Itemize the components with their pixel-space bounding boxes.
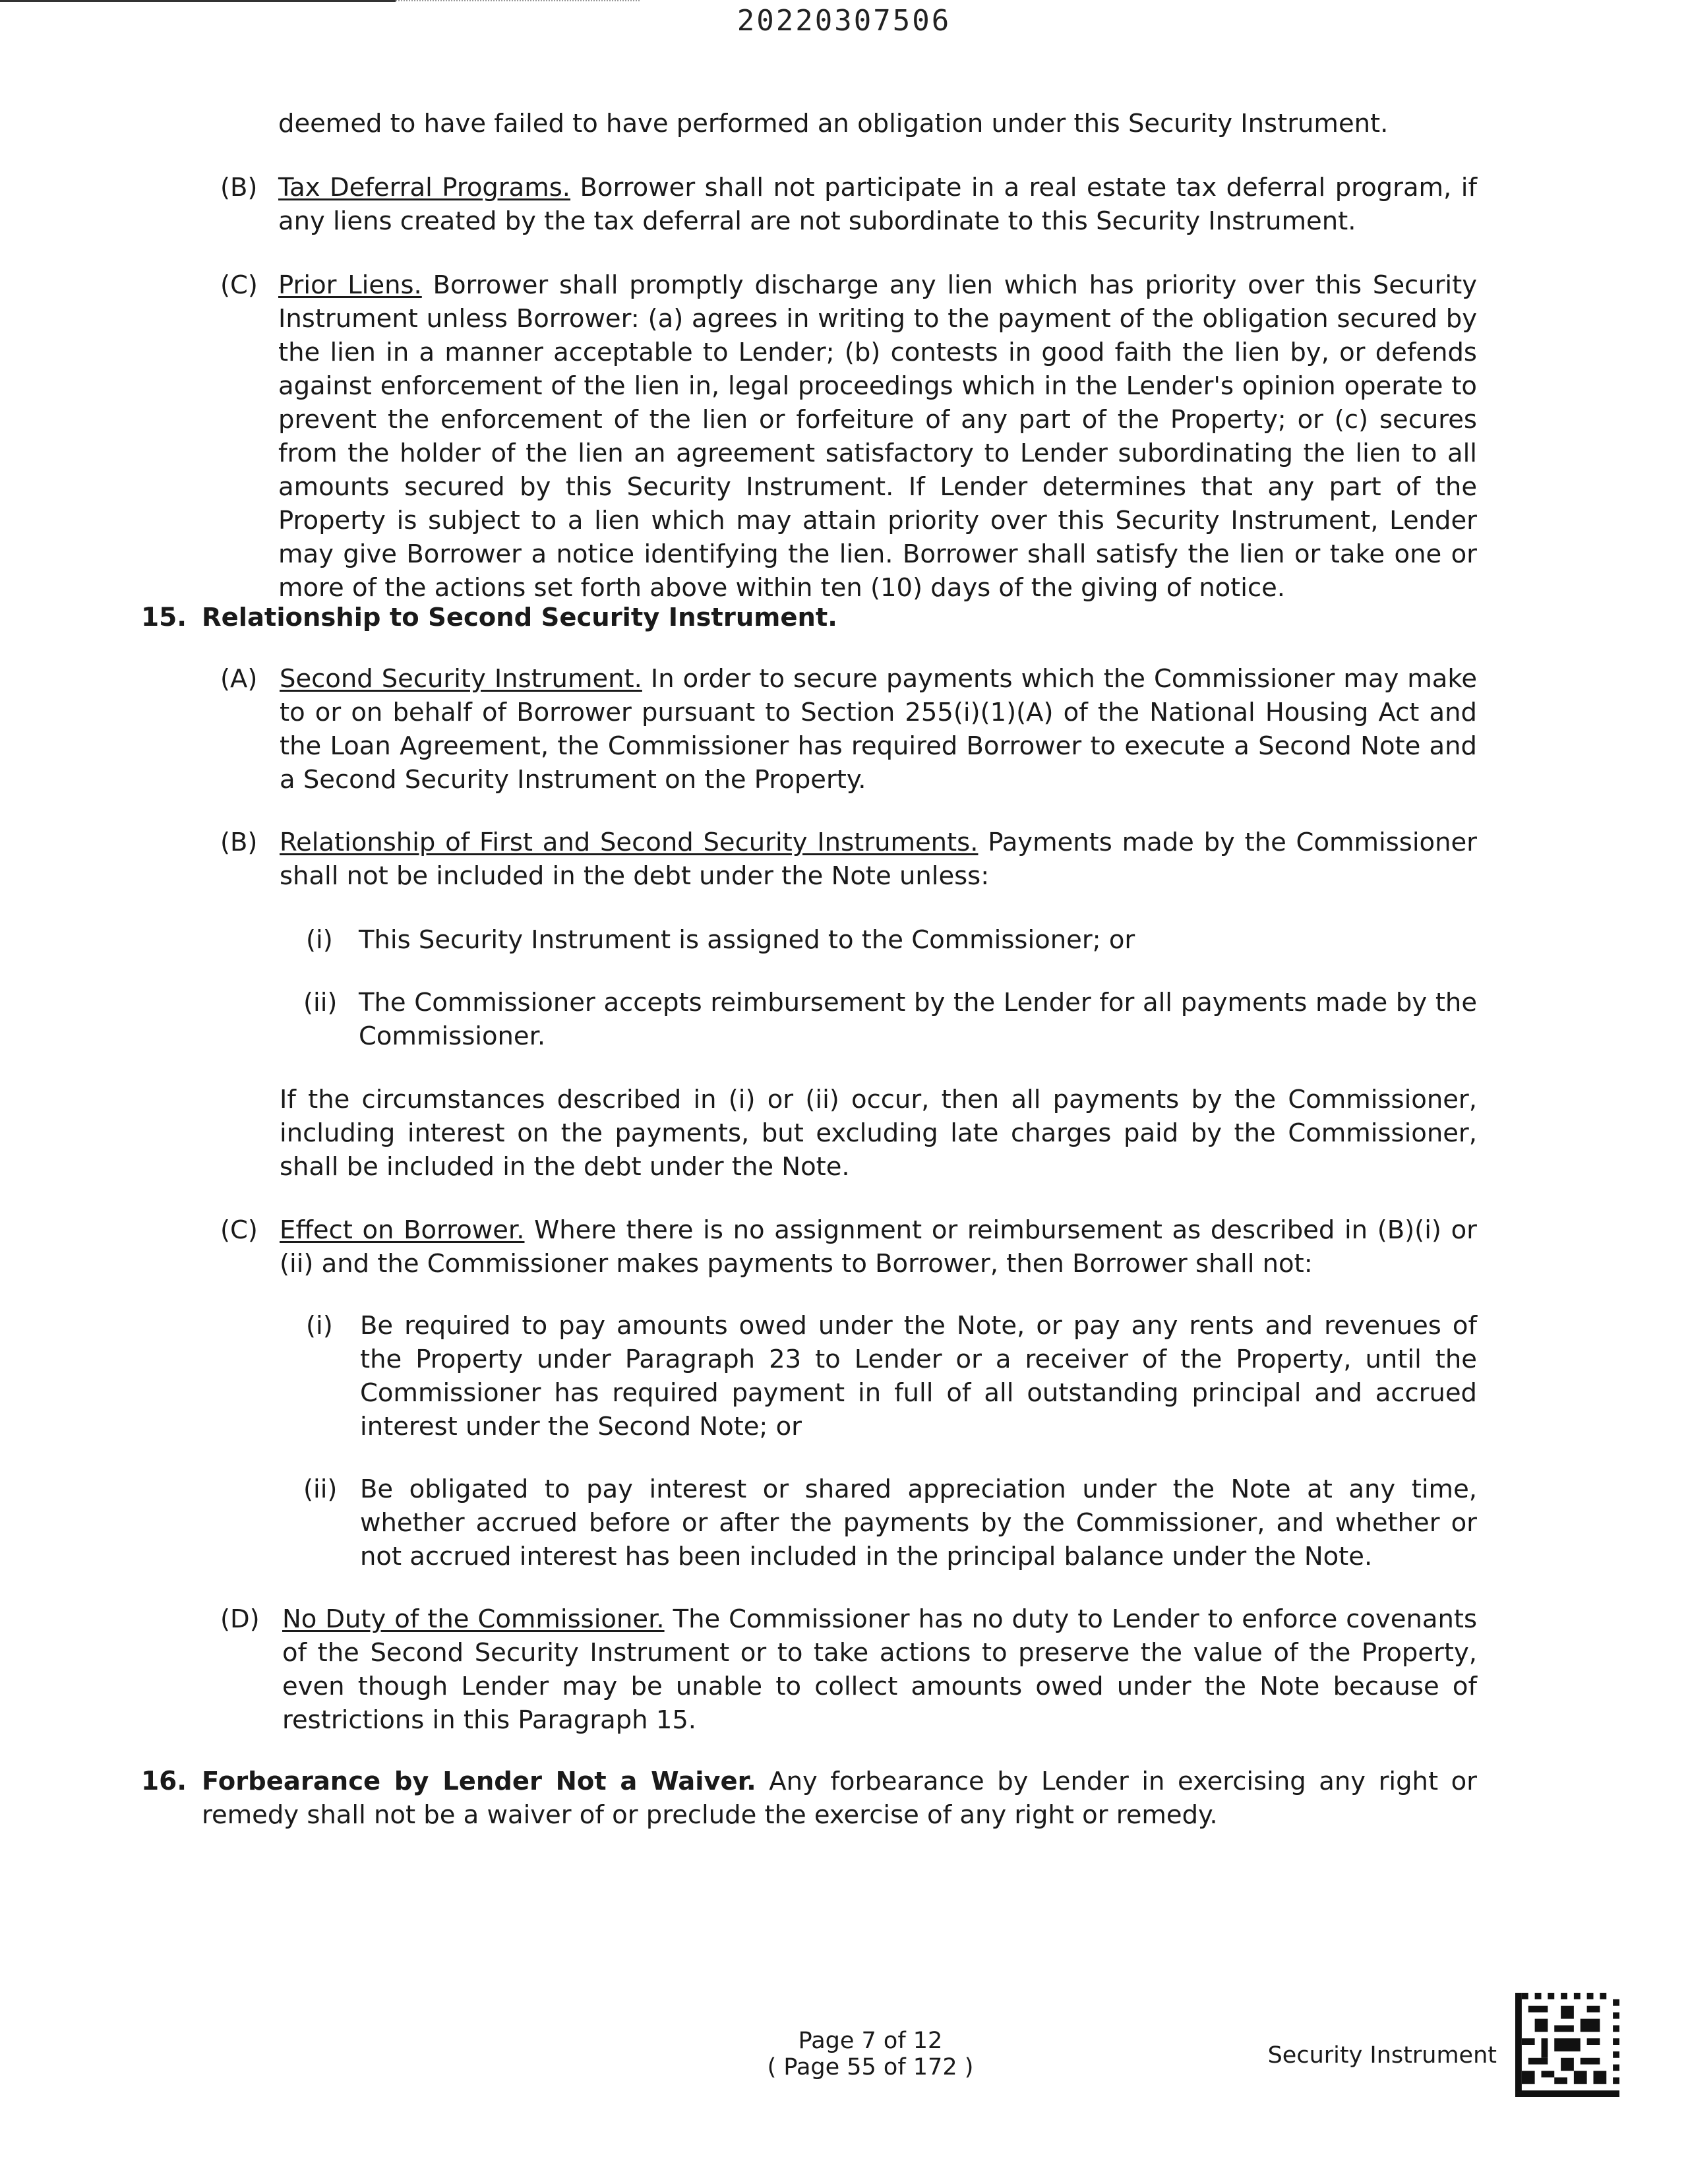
item-label: (B) (220, 173, 258, 202)
forbearance-paragraph (202, 1765, 1477, 1832)
second-security-title: Second Security Instrument. (280, 664, 642, 694)
prior-liens-body: Borrower shall promptly discharge any lien which has priority over this Security Instrument unless Borrower: (a) agrees in writing to the payment of the obligation secured by the lien in a manner acceptable to Lender; (b) contests in good faith the lien by, or defends against enforcement of the lien in, legal proceedings which in the Lender's opinion operate to prevent the enforcement of the lien or forfeiture of any part of the Property; or (c) secures from the holder of the lien an agreement satisfactory to Lender subordinating the lien to all amounts secured by this Security Instrument. If Lender determines that any part of the Property is subject to a lien which may attain priority over this Security Instrument, Lender may give Borrower a notice identifying the lien. Borrower shall satisfy the lien or take one or more of the actions set forth above within ten (10) days of the giving of notice. (278, 270, 1477, 603)
item-label: (D) (220, 1604, 260, 1634)
sub-label: (ii) (303, 988, 338, 1017)
prior-liens-title: Prior Liens. (278, 270, 422, 300)
section-number: 16. (141, 1767, 187, 1796)
sub-label: (i) (306, 1311, 333, 1341)
item-label: (C) (220, 270, 258, 300)
section-number: 15. (141, 603, 187, 632)
no-duty-title: No Duty of the Commissioner. (282, 1604, 665, 1634)
prior-liens-paragraph (278, 268, 1477, 605)
page-number: Page 7 of 12 (798, 2028, 943, 2054)
effect-paragraph (280, 1213, 1477, 1281)
tax-deferral-paragraph (278, 171, 1477, 238)
item-label: (A) (220, 664, 258, 694)
circumstances-paragraph: If the circumstances described in (i) or (ii) occur, then all payments by the Commissioner, including interest on the payments, but excluding late charges paid by the Commissioner, shall be included in the debt under the Note. (280, 1085, 1477, 1182)
section-15-heading: Relationship to Second Security Instrument. (202, 603, 837, 632)
no-duty-body: The Commissioner has no duty to Lender to enforce covenants of the Second Security Instrument or to take actions to preserve the value of the Property, even though Lender may be unable to collect amounts owed under the Note because of restrictions in this Paragraph 15. (282, 1604, 1478, 1735)
item-label: (C) (220, 1215, 258, 1245)
sub-item-text: The Commissioner accepts reimbursement by the Lender for all payments made by the Commissioner. (359, 988, 1477, 1051)
continuation-text: deemed to have failed to have performed an obligation under this Security Instrument. (278, 109, 1389, 138)
sub-label: (i) (306, 925, 333, 955)
scan-edge-line (0, 0, 396, 2)
relationship-body: Payments made by the Commissioner shall not be included in the debt under the Note unless: (280, 828, 1477, 891)
tax-deferral-body: Borrower shall not participate in a real estate tax deferral program, if any liens created by the tax deferral are not subordinate to this Security Instrument. (278, 173, 1477, 236)
sub-label: (ii) (303, 1474, 338, 1504)
footer-doc-title: Security Instrument (1267, 2042, 1497, 2069)
datamatrix-barcode-icon (1515, 1991, 1619, 2098)
sub-item-text: Be required to pay amounts owed under the Note, or pay any rents and revenues of the Property under Paragraph 23 to Lender or a receiver of the Property, until the Commissioner has required payment in full of all outstanding principal and accrued interest under the Second Note; or (360, 1311, 1477, 1441)
effect-title: Effect on Borrower. (280, 1215, 525, 1245)
second-security-paragraph (280, 662, 1477, 797)
tax-deferral-title: Tax Deferral Programs. (278, 173, 571, 202)
forbearance-title: Forbearance by Lender Not a Waiver. (202, 1767, 756, 1796)
item-label: (B) (220, 828, 258, 857)
page-total: ( Page 55 of 172 ) (767, 2054, 974, 2080)
forbearance-body: Any forbearance by Lender in exercising any right or remedy shall not be a waiver of or preclude the exercise of any right or remedy. (202, 1767, 1477, 1830)
scan-edge-dots (396, 0, 640, 1)
second-security-body: In order to secure payments which the Commissioner may make to or on behalf of Borrower pursuant to Section 255(i)(1)(A) of the National Housing Act and the Loan Agreement, the Commissioner has required Borrower to execute a Second Note and a Second Security Instrument on the Property. (280, 664, 1478, 795)
sub-item-text: Be obligated to pay interest or shared appreciation under the Note at any time, whether accrued before or after the payments by the Commissioner, and whether or not accrued interest has been included in the principal balance under the Note. (360, 1474, 1477, 1571)
relationship-paragraph (280, 826, 1477, 893)
relationship-title: Relationship of First and Second Security Instruments. (280, 828, 979, 857)
sub-item-text: This Security Instrument is assigned to the Commissioner; or (359, 925, 1135, 955)
effect-body: Where there is no assignment or reimbursement as described in (B)(i) or (ii) and the Commissioner makes payments to Borrower, then Borrower shall not: (280, 1215, 1477, 1279)
document-number: 20220307506 (737, 4, 951, 38)
no-duty-paragraph (282, 1602, 1477, 1737)
